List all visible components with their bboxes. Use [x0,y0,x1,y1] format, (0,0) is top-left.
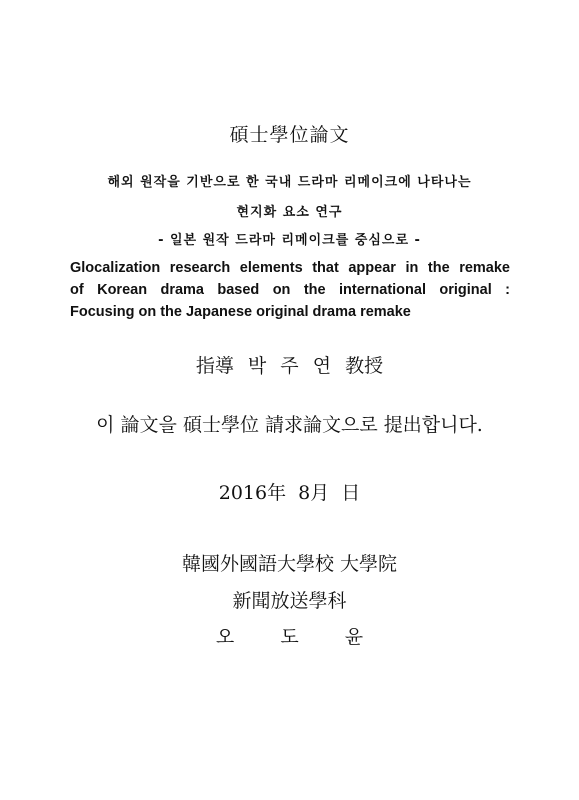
degree-heading: 碩士學位論文 [229,124,350,146]
submission-statement: 이 論文을 碩士學位 請求論文으로 提出합니다. [96,414,483,436]
english-title-line-3: Focusing on the Japanese original drama remake [70,304,411,320]
korean-title-line-2: 현지화 요소 연구 [236,205,343,220]
english-title-line-2: of Korean drama based on the international original : [70,282,510,298]
english-title [70,257,510,323]
korean-title-line-1: 해외 원작을 기반으로 한 국내 드라마 리메이크에 나타나는 [107,175,472,190]
school-name: 韓國外國語大學校 大學院 [181,553,398,575]
english-title-line-1: Glocalization research elements that appear in the remake [70,260,510,276]
author-name: 오 도 윤 [215,626,384,648]
korean-subtitle: - 일본 원작 드라마 리메이크를 중심으로 - [158,233,421,248]
department-name: 新聞放送學科 [232,590,347,612]
advisor-line: 指導 박 주 연 教授 [195,355,384,377]
submission-date: 2016年 8月 日 [218,482,361,504]
